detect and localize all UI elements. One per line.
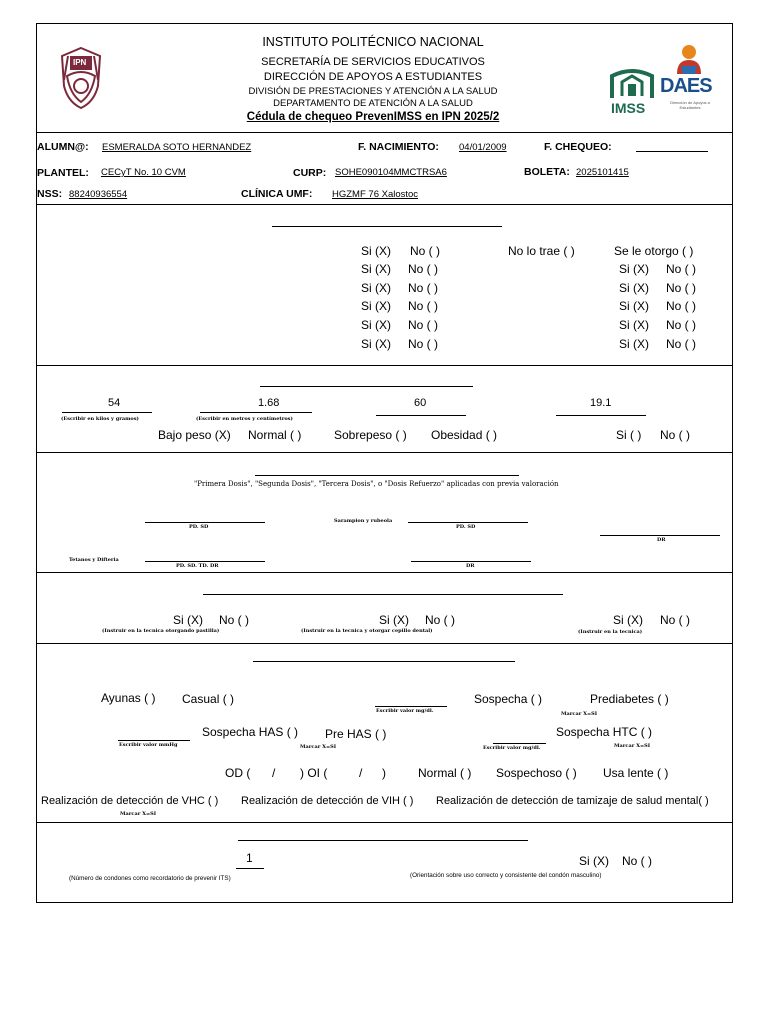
checkup-label: F. CHEQUEO: xyxy=(544,141,612,153)
dr-label: DR xyxy=(466,563,475,569)
option-no[interactable]: No ( ) xyxy=(410,244,440,258)
row-left-no[interactable]: No ( ) xyxy=(408,337,438,351)
bajo-peso-option[interactable]: Bajo peso (X) xyxy=(158,428,231,442)
obesidad-option[interactable]: Obesidad ( ) xyxy=(431,428,498,442)
section-title-line xyxy=(260,386,473,387)
row-right-si[interactable]: Si (X) xyxy=(619,281,649,295)
birth-label: F. NACIMIENTO: xyxy=(358,141,439,153)
chol-note: Escribir valor mg/dl. xyxy=(483,745,541,751)
daes-logo-text: DAES xyxy=(660,75,712,97)
sospecha-has-option[interactable]: Sospecha HAS ( ) xyxy=(202,725,299,739)
sarampion-label: Sarampion y rubeola xyxy=(334,518,393,524)
boleta-label: BOLETA: xyxy=(524,166,570,178)
row-right-no[interactable]: No ( ) xyxy=(666,318,696,332)
ipn-logo-icon xyxy=(58,46,104,110)
si-option[interactable]: Si ( ) xyxy=(616,428,642,442)
row-right-no[interactable]: No ( ) xyxy=(666,281,696,295)
condoms-line[interactable] xyxy=(236,868,264,869)
cholesterol-line[interactable] xyxy=(493,743,546,744)
section-title-line xyxy=(253,661,515,662)
condoms-value: 1 xyxy=(246,851,253,865)
checkup-field[interactable] xyxy=(636,151,708,152)
section-title-line xyxy=(255,475,519,476)
blood-pressure-line[interactable] xyxy=(118,740,190,741)
ipn-logo xyxy=(58,46,104,110)
casual-option[interactable]: Casual ( ) xyxy=(182,692,235,706)
col2-si[interactable]: Si (X) xyxy=(379,613,409,627)
waist-value: 60 xyxy=(414,397,427,409)
divider xyxy=(36,643,733,644)
row-right-no[interactable]: No ( ) xyxy=(666,262,696,276)
height-line xyxy=(200,412,312,413)
row-right-no[interactable]: No ( ) xyxy=(666,299,696,313)
vhc-option[interactable]: Realización de detección de VHC ( ) xyxy=(41,795,219,807)
col3-note: (Instruir en la tecnica) xyxy=(578,629,643,635)
plantel-value: CECyT No. 10 CVM xyxy=(101,167,186,178)
vih-option[interactable]: Realización de detección de VIH ( ) xyxy=(241,795,414,807)
row-left-si[interactable]: Si (X) xyxy=(361,318,391,332)
vision-sospechoso-option[interactable]: Sospechoso ( ) xyxy=(496,766,577,780)
row-left-si[interactable]: Si (X) xyxy=(361,262,391,276)
weight-line xyxy=(62,412,152,413)
ipn-logo-text: IPN xyxy=(73,58,87,67)
col2-note: (Instruir en la tecnica y otorgar cepillo dental) xyxy=(301,628,433,634)
marcar-note: Marcar X=SI xyxy=(120,811,157,817)
sospecha-htc-option[interactable]: Sospecha HTC ( ) xyxy=(556,725,653,739)
division-name: DIVISIÓN DE PRESTACIONES Y ATENCIÓN A LA SALUD xyxy=(248,86,498,97)
row-left-si[interactable]: Si (X) xyxy=(361,281,391,295)
row-right-si[interactable]: Si (X) xyxy=(619,299,649,313)
doses-note: "Primera Dosis", "Segunda Dosis", "Tercera Dosis", o "Dosis Refuerzo" aplicadas con previa valoración xyxy=(194,480,559,488)
dr-label: DR xyxy=(657,537,666,543)
oi-open: ) OI ( xyxy=(300,766,328,780)
oi-slash[interactable]: / xyxy=(359,766,363,780)
oi-close: ) xyxy=(382,766,386,780)
col2-no[interactable]: No ( ) xyxy=(425,613,455,627)
secretariat-name: SECRETARÍA DE SERVICIOS EDUCATIVOS xyxy=(261,56,485,68)
orientation-si[interactable]: Si (X) xyxy=(579,854,609,868)
orientation-note: (Orientación sobre uso correcto y consistente del condón masculino) xyxy=(410,872,602,879)
clinic-label: CLÍNICA UMF: xyxy=(241,188,313,200)
row-right-no[interactable]: No ( ) xyxy=(666,337,696,351)
height-note: (Escribir en metros y centímetros) xyxy=(196,416,293,422)
clinic-value: HGZMF 76 Xalostoc xyxy=(332,189,419,200)
boleta-value: 2025101415 xyxy=(576,167,629,178)
col1-note: (Instruir en la tecnica otorgando pastilla) xyxy=(102,628,220,634)
marcar-note: Marcar X=SI xyxy=(561,711,598,717)
vision-normal-option[interactable]: Normal ( ) xyxy=(418,766,472,780)
orientation-no[interactable]: No ( ) xyxy=(622,854,652,868)
option-no-lo-trae[interactable]: No lo trae ( ) xyxy=(508,244,575,258)
weight-value: 54 xyxy=(108,397,121,409)
mental-option[interactable]: Realización de detección de tamizaje de salud mental( ) xyxy=(436,795,709,807)
col3-no[interactable]: No ( ) xyxy=(660,613,690,627)
plantel-label: PLANTEL: xyxy=(37,167,89,179)
department-name: DEPARTAMENTO DE ATENCIÓN A LA SALUD xyxy=(273,98,473,109)
sospecha-option[interactable]: Sospecha ( ) xyxy=(474,692,543,706)
divider xyxy=(36,365,733,366)
row-left-si[interactable]: Si (X) xyxy=(361,299,391,313)
row-right-si[interactable]: Si (X) xyxy=(619,318,649,332)
divider xyxy=(36,572,733,573)
normal-option[interactable]: Normal ( ) xyxy=(248,428,302,442)
weight-note: (Escribir en kilos y gramos) xyxy=(61,416,139,422)
alumno-value: ESMERALDA SOTO HERNANDEZ xyxy=(102,142,252,153)
prediabetes-option[interactable]: Prediabetes ( ) xyxy=(590,692,669,706)
divider xyxy=(36,822,733,823)
sobrepeso-option[interactable]: Sobrepeso ( ) xyxy=(334,428,407,442)
pre-has-option[interactable]: Pre HAS ( ) xyxy=(325,727,387,741)
ayunas-option[interactable]: Ayunas ( ) xyxy=(101,691,156,705)
tetanos-label: Tetanos y Difteria xyxy=(69,557,119,563)
marcar-note: Marcar X=SI xyxy=(300,744,337,750)
daes-logo xyxy=(660,44,718,116)
row-right-si[interactable]: Si (X) xyxy=(619,337,649,351)
marcar-note: Marcar X=SI xyxy=(614,743,651,749)
section-title-line xyxy=(238,840,528,841)
row-left-no[interactable]: No ( ) xyxy=(408,318,438,332)
waist-line xyxy=(376,415,466,416)
glucose-line[interactable] xyxy=(375,706,447,707)
divider xyxy=(36,452,733,453)
vaccine-line[interactable] xyxy=(145,522,265,523)
tetanos-line[interactable] xyxy=(145,561,265,562)
curp-label: CURP: xyxy=(293,167,327,179)
divider xyxy=(36,204,733,205)
imss-logo-text: IMSS xyxy=(611,100,646,116)
nss-value: 88240936554 xyxy=(69,189,128,200)
imss-logo xyxy=(608,68,656,118)
od-open: OD ( xyxy=(225,766,251,780)
col1-no[interactable]: No ( ) xyxy=(219,613,249,627)
direction-name: DIRECCIÓN DE APOYOS A ESTUDIANTES xyxy=(263,71,483,83)
curp-value: SOHE090104MMCTRSA6 xyxy=(335,167,447,178)
divider xyxy=(36,132,733,133)
section-title-line xyxy=(203,594,563,595)
form-title: Cédula de chequeo PrevenIMSS en IPN 2025/2 xyxy=(246,111,500,123)
daes-subtext: Dirección de Apoyos a Estudiantes xyxy=(670,100,710,110)
birth-value: 04/01/2009 xyxy=(459,142,507,153)
usa-lente-option[interactable]: Usa lente ( ) xyxy=(603,766,669,780)
daes-figure-icon xyxy=(674,44,704,76)
pd-sd-label: PD. SD xyxy=(189,524,209,530)
row-left-si[interactable]: Si (X) xyxy=(361,337,391,351)
row-left-no[interactable]: No ( ) xyxy=(408,299,438,313)
option-se-le-otorgo[interactable]: Se le otorgo ( ) xyxy=(614,244,694,258)
row-right-si[interactable]: Si (X) xyxy=(619,262,649,276)
row-left-no[interactable]: No ( ) xyxy=(408,281,438,295)
pd-sd-td-dr-label: PD. SD. TD. DR xyxy=(176,563,219,569)
bmi-line xyxy=(556,415,646,416)
sarampion-line[interactable] xyxy=(408,522,528,523)
col3-si[interactable]: Si (X) xyxy=(613,613,643,627)
alumno-label: ALUMN@: xyxy=(37,141,89,153)
glucose-note: Escribir valor mg/dl. xyxy=(376,708,434,714)
row-left-no[interactable]: No ( ) xyxy=(408,262,438,276)
section-title-line xyxy=(272,226,502,227)
no-option[interactable]: No ( ) xyxy=(660,428,690,442)
condoms-note: (Número de condones como recordatorio de prevenir ITS) xyxy=(69,875,231,882)
vaccine-line[interactable] xyxy=(411,561,531,562)
imss-eagle-icon xyxy=(608,68,656,102)
height-value: 1.68 xyxy=(258,397,280,409)
nss-label: NSS: xyxy=(37,188,63,200)
mmhg-note: Escribir valor mmHg xyxy=(119,742,178,748)
vaccine-line[interactable] xyxy=(600,535,720,536)
col1-si[interactable]: Si (X) xyxy=(173,613,203,627)
pd-sd-label: PD. SD xyxy=(456,524,476,530)
institute-name: INSTITUTO POLITÉCNICO NACIONAL xyxy=(262,35,484,49)
bmi-value: 19.1 xyxy=(590,397,612,409)
option-si[interactable]: Si (X) xyxy=(361,244,391,258)
od-slash[interactable]: / xyxy=(272,766,276,780)
